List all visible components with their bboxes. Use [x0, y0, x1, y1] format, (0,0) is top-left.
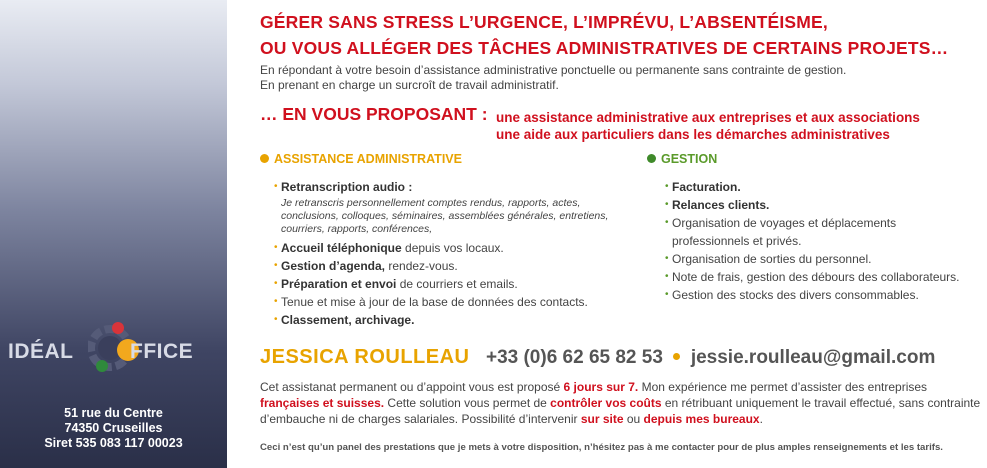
para-highlight: contrôler vos coûts	[550, 396, 662, 410]
para-text: Mon expérience me permet d’assister des entreprises	[638, 380, 928, 394]
list-item-bold: Préparation et envoi	[281, 277, 397, 291]
list-item-text: Gestion des stocks des divers consommables.	[672, 288, 919, 302]
list-item-text: Organisation de voyages et déplacements professionnels et privés.	[672, 216, 897, 248]
headline-line-1: GÉRER SANS STRESS L’URGENCE, L’IMPRÉVU, L’ABSENTÉISME,	[260, 12, 828, 32]
ideal-office-logo	[8, 316, 218, 386]
list-item-bold: Gestion d’agenda,	[281, 259, 386, 273]
logo-text-right: FFICE	[130, 340, 194, 363]
list-item	[665, 268, 975, 286]
bullet-dot-icon	[260, 154, 269, 163]
para-text: Cette solution vous permet de	[384, 396, 551, 410]
list-item	[665, 214, 975, 250]
list-item	[665, 196, 975, 214]
propose-label: … EN VOUS PROPOSANT :	[260, 104, 488, 124]
list-item	[665, 178, 975, 196]
propose-item-companies: une assistance administrative aux entreprises et aux associations	[496, 110, 920, 125]
assistance-list	[274, 178, 634, 329]
contact-line	[260, 346, 935, 369]
list-item	[274, 293, 634, 311]
list-item-text: Tenue et mise à jour de la base de données des contacts.	[281, 295, 588, 309]
list-item	[665, 250, 975, 268]
address-city: 74350 Cruseilles	[64, 421, 163, 435]
list-item	[665, 286, 975, 304]
list-item	[274, 178, 634, 196]
address-street: 51 rue du Centre	[64, 406, 163, 420]
list-item-bold: Accueil téléphonique	[281, 241, 402, 255]
transcription-note: Je retranscris personnellement comptes rendus, rapports, actes, conclusions, colloques, séminaires, assemblées générales, entretiens, courriers, rapports, conférences,	[281, 197, 609, 235]
list-item-text: Note de frais, gestion des débours des collaborateurs.	[672, 270, 960, 284]
list-item-text: depuis vos locaux.	[401, 241, 504, 255]
separator-dot-icon	[673, 353, 680, 360]
intro-line-2: En prenant en charge un surcroît de travail administratif.	[260, 78, 559, 92]
intro-line-1: En répondant à votre besoin d’assistance administrative ponctuelle ou permanente sans contrainte de gestion.	[260, 63, 847, 77]
address-block	[0, 406, 227, 451]
para-text: Cet assistanat permanent ou d’appoint vous est proposé	[260, 380, 564, 394]
description-paragraph	[260, 379, 985, 427]
assistance-heading	[260, 152, 462, 166]
para-highlight: depuis mes bureaux	[643, 412, 760, 426]
list-item-text: Organisation de sorties du personnel.	[672, 252, 872, 266]
para-highlight: sur site	[580, 412, 624, 426]
contact-email[interactable]: jessie.roulleau@gmail.com	[690, 347, 936, 368]
footer-note: Ceci n’est qu’un panel des prestations que je mets à votre disposition, n’hésitez pas à me contacter pour de plus amples renseignements et les tarifs.	[260, 442, 943, 453]
para-highlight: 6 jours sur 7.	[563, 380, 639, 394]
list-item	[274, 275, 634, 293]
logo-text-left: IDÉAL	[8, 340, 74, 363]
list-item	[274, 239, 634, 257]
headline-line-2: OU VOUS ALLÉGER DES TÂCHES ADMINISTRATIVES DE CERTAINS PROJETS…	[260, 38, 949, 58]
gestion-list	[665, 178, 975, 304]
address-siret: Siret 535 083 117 00023	[44, 436, 183, 450]
gestion-heading	[647, 152, 717, 166]
list-item-text: rendez-vous.	[385, 259, 458, 273]
list-item-bold: Facturation.	[672, 180, 741, 194]
list-item	[274, 311, 634, 329]
para-text: ou	[623, 412, 644, 426]
contact-name: JESSICA ROULLEAU	[260, 346, 470, 368]
para-text: en rétribuant uniquement le travail effectué, sans contrainte d’embauche ni de charges salariales. Possibilité d’intervenir	[260, 396, 981, 426]
para-text: .	[759, 412, 763, 426]
list-item-bold: Relances clients.	[672, 198, 770, 212]
list-item-bold: Retranscription audio :	[281, 180, 413, 194]
contact-phone[interactable]: +33 (0)6 62 65 82 53	[485, 347, 663, 368]
assistance-title: ASSISTANCE ADMINISTRATIVE	[274, 152, 462, 166]
main-content	[227, 0, 987, 468]
list-item-bold: Classement, archivage.	[281, 313, 415, 327]
para-highlight: françaises et suisses.	[260, 396, 385, 410]
list-item-text: de courriers et emails.	[396, 277, 518, 291]
bullet-dot-icon	[647, 154, 656, 163]
sidebar	[0, 0, 227, 468]
list-item	[274, 257, 634, 275]
propose-items	[496, 109, 920, 143]
gestion-title: GESTION	[661, 152, 718, 166]
propose-item-individuals: une aide aux particuliers dans les démarches administratives	[496, 127, 890, 142]
